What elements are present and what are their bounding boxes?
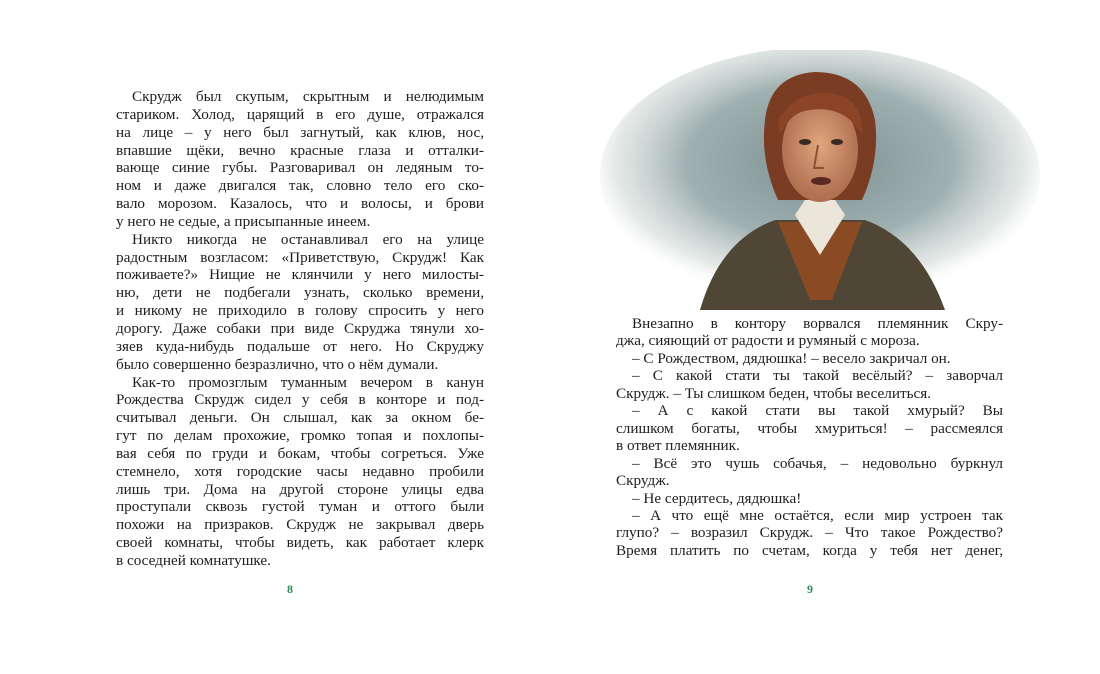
left-page-text (116, 88, 484, 570)
text-line: поживаете?» Нищие не клянчили у него милосты- (116, 266, 484, 284)
text-line: Никто никогда не останавливал его на улице (132, 230, 484, 248)
text-line: Рождества Скрудж сидел у себя в конторе и под- (116, 391, 484, 409)
right-page-text (616, 315, 1003, 559)
text-line: у него не седые, а присыпанные инеем. (116, 212, 371, 230)
text-line: – С какой стати ты такой весёлый? – заворчал (632, 367, 1003, 385)
page-number: 8 (287, 582, 293, 596)
text-line: считывал деньги. Он слышал, как за окном бе- (116, 409, 484, 427)
text-line: было совершенно безразлично, что о нём думали. (116, 355, 439, 373)
text-line: Скрудж. (616, 472, 670, 490)
text-line: Скрудж был скупым, скрытным и нелюдимым (132, 88, 484, 105)
text-line: Внезапно в контору ворвался племянник Скру- (632, 315, 1003, 332)
text-line: стариком. Холод, царящий в его душе, отражался (116, 105, 484, 123)
text-line: джа, сияющий от радости и румяный с мороза. (616, 332, 920, 350)
text-line: слишком богаты, чтобы хмуриться! – рассмеялся (616, 419, 1003, 437)
text-line: вая себя по груди и бокам, чтобы согреться. Уже (116, 444, 484, 462)
text-line: и никому не приходило в голову спросить у него (116, 302, 484, 320)
text-line: ном и даже двигался так, словно тело его ско- (116, 177, 484, 195)
text-line: впавшие щёки, вечно красные глаза и отталки- (116, 141, 484, 159)
text-line: проступали сквозь густой туман и оттого были (116, 498, 484, 516)
text-line: своей комнаты, чтобы видеть, как работает клерк (116, 534, 484, 552)
text-line: – С Рождеством, дядюшка! – весело закричал он. (632, 349, 951, 367)
text-line: лишь три. Дома на другой стороне улицы едва (116, 480, 484, 498)
text-line: вающе синие губы. Разговаривал он ледяным то- (116, 159, 484, 177)
text-line: – Не сердитесь, дядюшка! (632, 489, 802, 507)
text-line: в ответ племянник. (616, 437, 740, 455)
text-line: дорогу. Даже собаки при виде Скруджа тянули хо- (116, 319, 484, 337)
text-line: глупо? – возразил Скрудж. – Что такое Рождество? (616, 524, 1003, 542)
page-number: 9 (807, 582, 813, 596)
text-line: похожи на призраков. Скрудж не закрывал дверь (116, 516, 484, 534)
text-line: в соседней комнатушке. (116, 551, 271, 569)
text-line: – Всё это чушь собачья, – недовольно буркнул (632, 454, 1003, 472)
text-line: – А что ещё мне остаётся, если мир устроен так (632, 506, 1003, 524)
text-line: на лице – у него был загнутый, как клюв, нос, (116, 123, 484, 141)
text-line: вало морозом. Казалось, что и волосы, и брови (116, 195, 484, 213)
text-line: Как-то промозглым туманным вечером в канун (132, 373, 484, 391)
portrait-illustration (600, 50, 1040, 310)
text-line: Время платить по счетам, когда у тебя нет денег, (616, 541, 1003, 559)
text-line: Скрудж. – Ты слишком беден, чтобы веселиться. (616, 384, 932, 402)
right-page (550, 0, 1100, 674)
text-line: ню, дети не подбегали узнать, сколько времени, (116, 284, 484, 302)
text-line: стемнело, хотя городские часы недавно пробили (116, 462, 484, 480)
text-line: – А с какой стати вы такой хмурый? Вы (632, 402, 1003, 420)
text-line: радостным возгласом: «Приветствую, Скрудж! Как (116, 248, 484, 266)
text-line: гут по делам прохожие, громко топая и похлопы- (116, 427, 484, 445)
text-line: зяев куда-нибудь подальше от него. Но Скруджу (116, 337, 484, 355)
